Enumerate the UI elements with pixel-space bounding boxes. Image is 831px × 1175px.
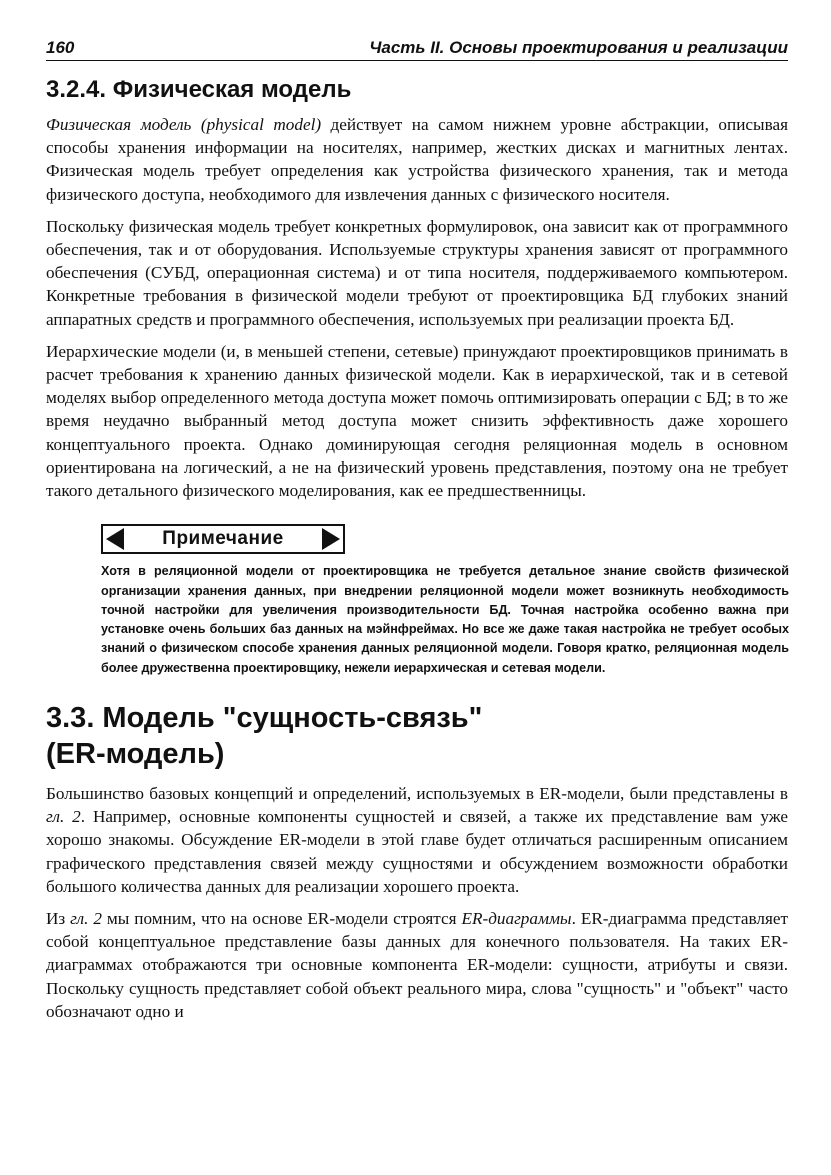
paragraph-text: Из <box>46 909 71 929</box>
paragraph-text: Большинство базовых концепций и определений, используемых в ER-модели, были представлены в <box>46 784 788 804</box>
note-box <box>101 524 789 678</box>
part-title: Часть II. Основы проектирования и реализации <box>369 38 788 57</box>
running-header <box>46 38 788 61</box>
page-number: 160 <box>46 38 75 57</box>
paragraph-text: мы помним, что на основе ER-модели строятся <box>101 909 462 929</box>
paragraph-er-intro <box>46 782 788 898</box>
book-page <box>46 38 788 1032</box>
note-label: Примечание <box>162 528 284 550</box>
section-title-physical-model: 3.2.4. Физическая модель <box>46 76 352 103</box>
term-physical-model: Физическая модель (physical model) <box>46 115 322 134</box>
paragraph-physical-model-definition <box>46 113 788 206</box>
paragraph-text: . Например, основные компоненты сущностей и связей, а также их представление вам уже хорошо знакомы. Обсуждение ER-модели в этой главе будет отличаться расширенным описанием графического представления связей между сущностями и обсуждением возможности обработки большого количества данных для реализации хорошего проекта. <box>46 807 788 896</box>
paragraph-hierarchical-models: Иерархические модели (и, в меньшей степени, сетевые) принуждают проектировщиков принимать в расчет требования к хранению данных физической модели. Как в иерархической, так и в сетевой моделях выбор определенного метода доступа может помочь оптимизировать операции с БД; в то же время неудачно выбранный метод доступа может снизить эффективность даже хорошего концептуального проекта. Однако доминирующая сегодня реляционная модель в основном ориентирована на логический, а не на физический уровень представления, поэтому она не требует такого детального физического моделирования, как ее предшественницы. <box>46 341 788 501</box>
term-er-diagrams: ER-диаграммы <box>461 909 572 929</box>
paragraph-physical-model-dependency: Поскольку физическая модель требует конкретных формулировок, она зависит как от программного обеспечения, так и от оборудования. Используемые структуры хранения зависят от программного обеспечения (СУБД, операционная система) и от типа носителя, поддерживаемого компьютером. Конкретные требования в физической модели требуют от проектировщика БД глубоких знаний аппаратных средств и программного обеспечения, используемых при реализации проекта БД. <box>46 216 788 329</box>
paragraph-text: . ER-диаграмма представляет собой концептуальное представление базы данных для конечного пользователя. На таких ER-диаграммах отображаются три основные компонента ER-модели: сущности, атрибуты и связи. Поскольку сущность представляет собой объект реального мира, слова "сущность" и "объект" часто обозначают одно и <box>46 909 788 1021</box>
chapter-reference: гл. 2 <box>70 909 102 929</box>
section-title-er-model <box>46 700 788 772</box>
paragraph-er-diagrams <box>46 907 788 1023</box>
note-label-frame <box>101 524 345 554</box>
chapter-reference: гл. 2 <box>46 807 81 827</box>
paragraph-text: действует на самом нижнем уровне абстракции, описывая способы хранения информации на носителях, например, жестких дисках и магнитных лентах. Физическая модель требует определения как устройства физического хранения, так и метода физического доступа, необходимого для извлечения данных с физического носителя. <box>46 115 788 204</box>
arrow-left-icon <box>106 528 124 550</box>
section-title-line-2: (ER-модель) <box>46 738 225 771</box>
note-text: Хотя в реляционной модели от проектировщика не требуется детальное знание свойств физической организации хранения данных, при внедрении реляционной модели может возникнуть необходимость точной настройки для увеличения производительности БД. Точная настройка особенно важна при установке очень больших баз данных на мэйнфреймах. Но все же даже такая настройка не требует особых знаний о физическом способе хранения данных реляционной модели. Говоря кратко, реляционная модель более дружественна проектировщику, нежели иерархическая и сетевая модели. <box>101 564 789 675</box>
arrow-right-icon <box>322 528 340 550</box>
section-title-line-1: 3.3. Модель "сущность-связь" <box>46 702 483 735</box>
